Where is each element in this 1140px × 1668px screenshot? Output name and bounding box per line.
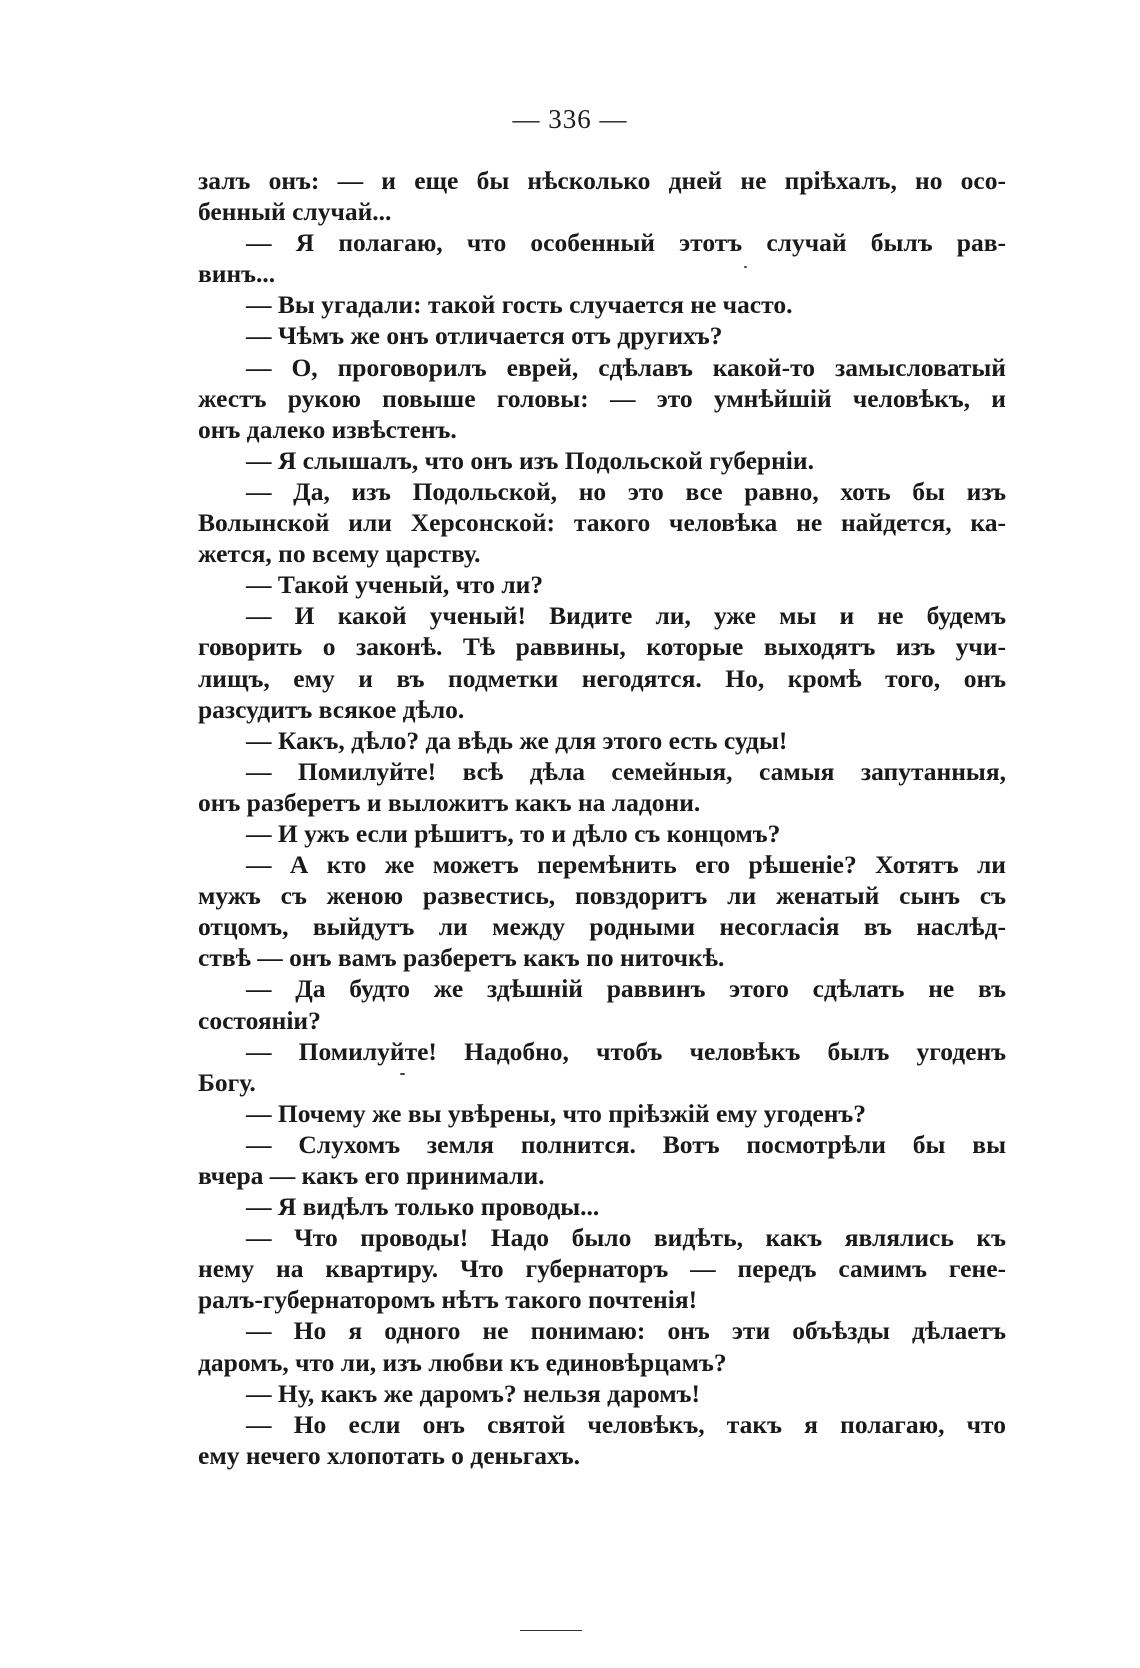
text-line: — О, проговорилъ еврей, сдѣлавъ какой-то замысловатый [246, 352, 1006, 382]
text-line: залъ онъ: — и еще бы нѣсколько дней не пріѣхалъ, но осо- [198, 166, 1006, 195]
bottom-rule [520, 1630, 582, 1631]
text-line: — Я полагаю, что особенный этотъ случай былъ рав- [246, 228, 1006, 258]
text-line: — А кто же можетъ перемѣнить его рѣшеніе? Хотятъ ли [246, 850, 1006, 880]
text-line: ствѣ — онъ вамъ разберетъ какъ по ниточкѣ. [198, 943, 725, 973]
text-line: — Какъ, дѣло? да вѣдь же для этого есть суды! [246, 725, 788, 755]
text-line: — Да, изъ Подольской, но это все равно, хоть бы изъ [246, 476, 1006, 506]
text-line: — Такой ученый, что ли? [246, 570, 544, 600]
text-line: отцомъ, выйдутъ ли между родными несогласія въ наслѣд- [198, 912, 1006, 942]
text-line: — Ну, какъ же даромъ? нельзя даромъ! [246, 1378, 700, 1408]
text-line: — Я слышалъ, что онъ изъ Подольской губерніи. [246, 445, 814, 475]
text-line: вчера — какъ его принимали. [198, 1161, 545, 1190]
print-speck [400, 1073, 405, 1075]
text-line: онъ далеко извѣстенъ. [198, 414, 457, 444]
text-line: — Я видѣлъ только проводы... [246, 1192, 600, 1222]
text-line: жестъ рукою повыше головы: — это умнѣйшій человѣкъ, и [198, 383, 1006, 413]
text-line: мужъ съ женою развестись, повздоритъ ли женатый сынъ съ [198, 881, 1006, 911]
body-text [198, 165, 1006, 1471]
text-line: — Но я одного не понимаю: онъ эти объѣзды дѣлаетъ [246, 1316, 1006, 1346]
text-line: Волынской или Херсонской: такого человѣка не найдется, ка- [198, 508, 1006, 538]
text-line: нему на квартиру. Что губернаторъ — передъ самимъ гене- [198, 1254, 1006, 1284]
text-line: — Да будто же здѣшній раввинъ этого сдѣлать не въ [246, 974, 1006, 1004]
text-line: — Слухомъ земля полнится. Вотъ посмотрѣли бы вы [246, 1129, 1006, 1159]
text-line: винъ... [198, 259, 276, 289]
text-line: — И ужъ если рѣшитъ, то и дѣло съ концомъ? [246, 818, 781, 848]
text-line: лищъ, ему и въ подметки негодятся. Но, кромѣ того, онъ [198, 663, 1006, 693]
text-line: — Помилуйте! всѣ дѣла семейныя, самыя запутанныя, [246, 756, 1006, 786]
text-line: ему нечего хлопотать о деньгахъ. [198, 1440, 581, 1470]
text-line: даромъ, что ли, изъ любви къ единовѣрцамъ? [198, 1347, 727, 1377]
text-line: — Чѣмъ же онъ отличается отъ другихъ? [246, 321, 723, 351]
text-line: говорить о законѣ. Тѣ раввины, которые выходятъ изъ учи- [198, 632, 1006, 662]
text-line: — И какой ученый! Видите ли, уже мы и не будемъ [246, 601, 1006, 631]
text-line: онъ разберетъ и выложитъ какъ на ладони. [198, 787, 701, 817]
text-line: бенный случай... [198, 197, 392, 227]
page-number: — 336 — [512, 104, 628, 134]
text-line: жется, по всему царству. [198, 539, 481, 569]
text-line: — Помилуйте! Надобно, чтобъ человѣкъ былъ угоденъ [246, 1036, 1006, 1066]
text-line: состояніи? [198, 1005, 321, 1035]
text-line: — Вы угадали: такой гость случается не часто. [246, 290, 793, 320]
text-line: — Но если онъ святой человѣкъ, такъ я полагаю, что [246, 1409, 1006, 1439]
text-line: — Почему же вы увѣрены, что пріѣзжій ему угоденъ? [246, 1098, 867, 1128]
text-line: ралъ-губернаторомъ нѣтъ такого почтенія! [198, 1285, 698, 1315]
text-line: Богу. [198, 1067, 256, 1097]
text-line: разсудитъ всякое дѣло. [198, 694, 465, 724]
text-line: — Что проводы! Надо было видѣть, какъ являлись къ [246, 1223, 1006, 1253]
print-speck [744, 266, 747, 268]
